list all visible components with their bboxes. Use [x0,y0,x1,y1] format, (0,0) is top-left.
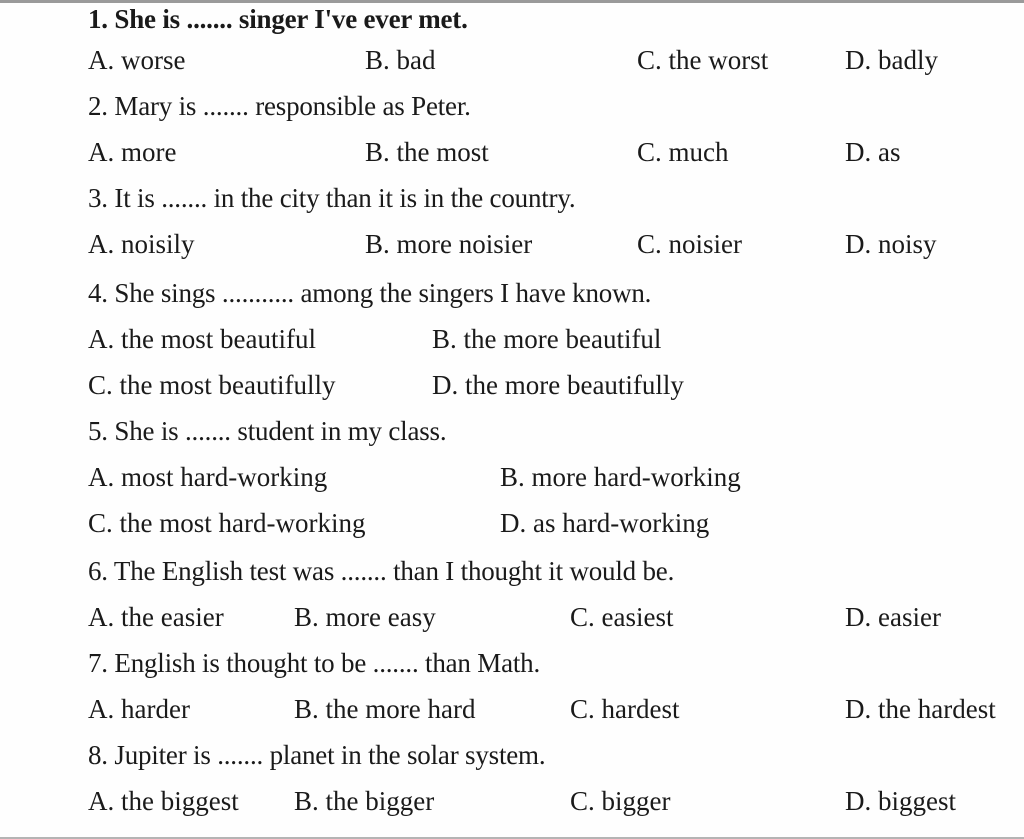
q7-option-a[interactable]: A. harder [88,694,190,724]
q3-option-a[interactable]: A. noisily [88,229,195,259]
q6-option-c[interactable]: C. easiest [570,602,674,632]
top-edge [0,0,1024,3]
q2-option-c[interactable]: C. much [637,137,729,167]
question-3-stem: 3. It is ....... in the city than it is in the country. [88,183,576,213]
q5-option-d[interactable]: D. as hard-working [500,508,710,538]
q5-option-b[interactable]: B. more hard-working [500,462,741,492]
question-6-stem: 6. The English test was ....... than I thought it would be. [88,556,675,586]
q4-option-b[interactable]: B. the more beautiful [432,324,662,354]
q8-option-d[interactable]: D. biggest [845,786,956,816]
q7-option-d[interactable]: D. the hardest [845,694,996,724]
q6-option-b[interactable]: B. more easy [294,602,436,632]
question-5-stem: 5. She is ....... student in my class. [88,416,447,446]
q1-option-b[interactable]: B. bad [365,45,436,75]
q4-option-a[interactable]: A. the most beautiful [88,324,316,354]
question-8-stem: 8. Jupiter is ....... planet in the solar system. [88,740,546,770]
q1-option-c[interactable]: C. the worst [637,45,769,75]
q8-option-b[interactable]: B. the bigger [294,786,435,816]
q6-option-d[interactable]: D. easier [845,602,941,632]
q3-option-c[interactable]: C. noisier [637,229,742,259]
question-1-stem: 1. She is ....... singer I've ever met. [88,4,468,34]
q8-option-c[interactable]: C. bigger [570,786,671,816]
question-2-stem: 2. Mary is ....... responsible as Peter. [88,91,471,121]
q6-option-a[interactable]: A. the easier [88,602,224,632]
q4-option-c[interactable]: C. the most beautifully [88,370,336,400]
q3-option-b[interactable]: B. more noisier [365,229,533,259]
q3-option-d[interactable]: D. noisy [845,229,937,259]
question-7-stem: 7. English is thought to be ....... than Math. [88,648,541,678]
q1-option-a[interactable]: A. worse [88,45,186,75]
q7-option-b[interactable]: B. the more hard [294,694,476,724]
q7-option-c[interactable]: C. hardest [570,694,680,724]
q2-option-a[interactable]: A. more [88,137,177,167]
question-4-stem: 4. She sings ........... among the singers I have known. [88,278,652,308]
q2-option-b[interactable]: B. the most [365,137,489,167]
q5-option-c[interactable]: C. the most hard-working [88,508,366,538]
q8-option-a[interactable]: A. the biggest [88,786,239,816]
q1-option-d[interactable]: D. badly [845,45,938,75]
q5-option-a[interactable]: A. most hard-working [88,462,328,492]
q2-option-d[interactable]: D. as [845,137,901,167]
q4-option-d[interactable]: D. the more beautifully [432,370,684,400]
